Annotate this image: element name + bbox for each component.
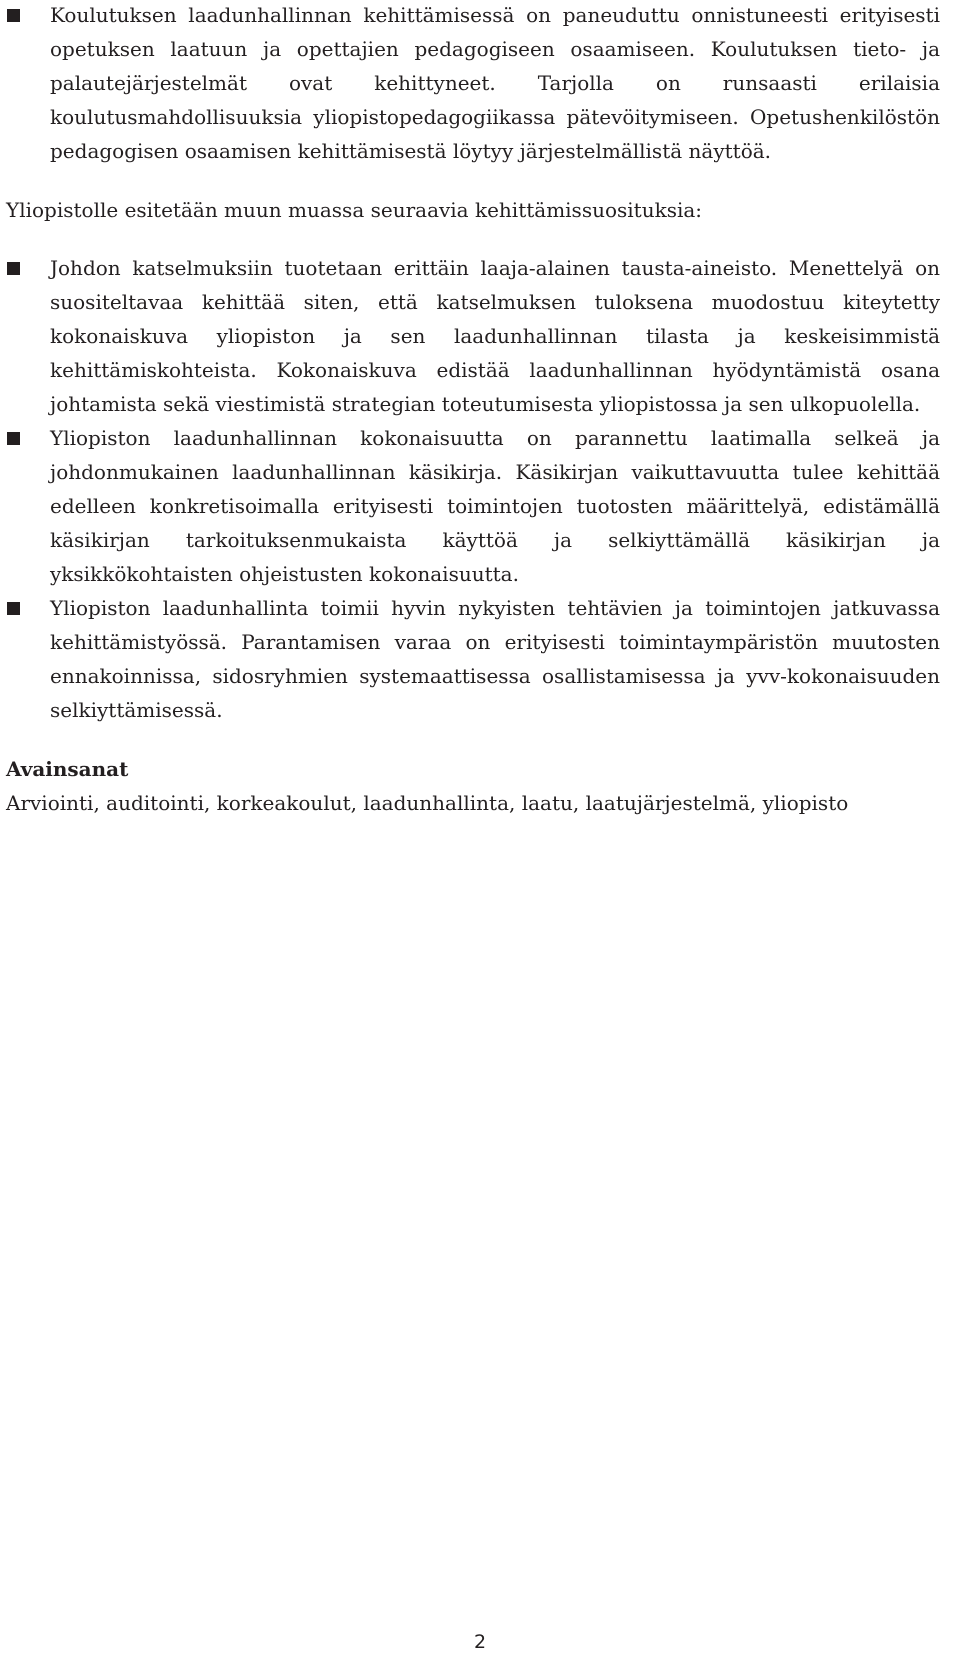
keywords-heading: Avainsanat bbox=[6, 757, 129, 781]
keywords-text: Arviointi, auditointi, korkeakoulut, laadunhallinta, laatu, laatujärjestelmä, yliopisto bbox=[6, 791, 849, 815]
list-item-text: Yliopiston laadunhallinnan kokonaisuutta on parannettu laatimalla selkeä ja johdonmukainen laadunhallinnan käsikirja. Käsikirjan vaikuttavuutta tulee kehittää edelleen konkretisoimalla erityisesti toimintojen tuotosten määrittelyä, edistämällä käsikirjan tarkoituksenmukaista käyttöä ja selkiyttämällä käsikirjan ja yksikkökohtaisten ohjeistusten kokonaisuutta. bbox=[50, 426, 940, 586]
list-item bbox=[6, 591, 940, 727]
list-item-text: Yliopiston laadunhallinta toimii hyvin nykyisten tehtävien ja toimintojen jatkuvassa kehittämistyössä. Parantamisen varaa on erityisesti toimintaympäristön muutosten ennakoinnissa, sidosryhmien systemaattisessa osallistamisessa ja yvv-kokonaisuuden selkiyttämisessä. bbox=[50, 596, 940, 722]
square-bullet-icon bbox=[7, 602, 20, 615]
recommendations-intro: Yliopistolle esitetään muun muassa seuraavia kehittämissuosituksia: bbox=[6, 198, 703, 222]
list-item-text: Koulutuksen laadunhallinnan kehittämisessä on paneuduttu onnistuneesti erityisesti opetuksen laatuun ja opettajien pedagogiseen osaamiseen. Koulutuksen tieto- ja palautejärjestelmät ovat kehittyneet. Tarjolla on runsaasti erilaisia koulutusmahdollisuuksia yliopistopedagogiikassa pätevöitymiseen. Opetushenkilöstön pedagogisen osaamisen kehittämisestä löytyy järjestelmällistä näyttöä. bbox=[50, 3, 940, 163]
list-item bbox=[6, 251, 940, 421]
document-page bbox=[6, 0, 940, 820]
square-bullet-icon bbox=[7, 262, 20, 275]
page-number: 2 bbox=[473, 1631, 487, 1653]
list-item bbox=[6, 0, 940, 168]
list-item bbox=[6, 421, 940, 591]
square-bullet-icon bbox=[7, 9, 20, 22]
list-item-text: Johdon katselmuksiin tuotetaan erittäin laaja-alainen tausta-aineisto. Menettelyä on suositeltavaa kehittää siten, että katselmuksen tuloksena muodostuu kiteytetty kokonaiskuva yliopiston ja sen laadunhallinnan tilasta ja keskeisimmistä kehittämiskohteista. Kokonaiskuva edistää laadunhallinnan hyödyntämistä osana johtamista sekä viestimistä strategian toteutumisesta yliopistossa ja sen ulkopuolella. bbox=[50, 256, 940, 416]
recommendations-list bbox=[6, 251, 940, 727]
summary-bullet-list bbox=[6, 0, 940, 168]
square-bullet-icon bbox=[7, 432, 20, 445]
